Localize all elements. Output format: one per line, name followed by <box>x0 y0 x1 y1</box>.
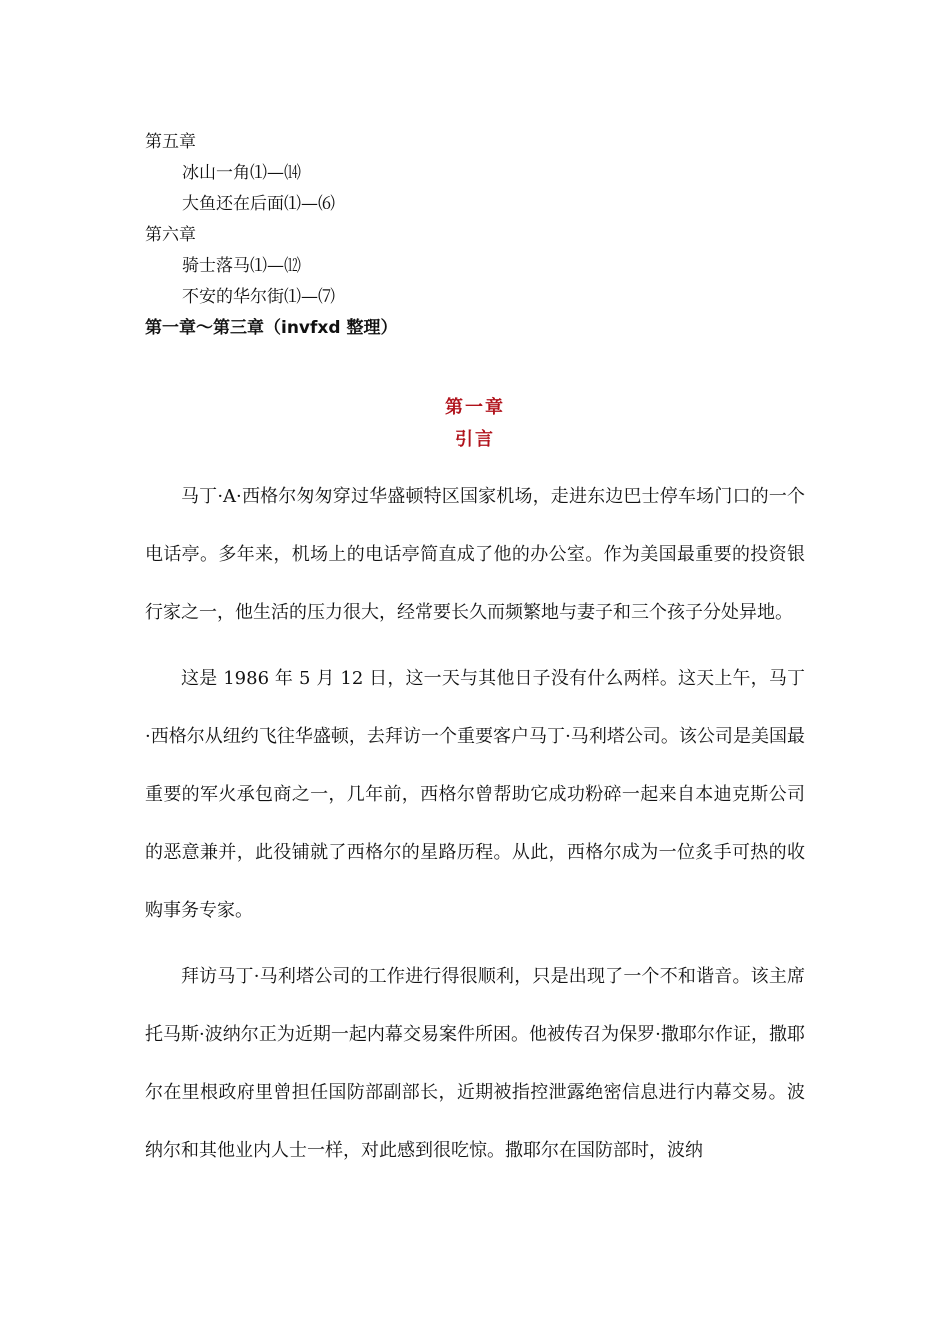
paragraph: 拜访马丁·马利塔公司的工作进行得很顺利，只是出现了一个不和谐音。该主席托马斯·波纳尔正为近期一起内幕交易案件所困。他被传召为保罗·撒耶尔作证，撒耶尔在里根政府里曾担任国防部副部长，近期被指控泄露绝密信息进行内幕交易。波纳尔和其他业内人士一样，对此感到很吃惊。撒耶尔在国防部时，波纳 <box>145 966 805 1161</box>
toc-credit-line: 第一章～第三章（invfxd 整理） <box>145 318 398 338</box>
paragraph: 马丁·A·西格尔匆匆穿过华盛顿特区国家机场，走进东边巴士停车场门口的一个电话亭。多年来，机场上的电话亭简直成了他的办公室。作为美国最重要的投资银行家之一，他生活的压力很大，经常要长久而频繁地与妻子和三个孩子分处异地。 <box>145 486 805 623</box>
body-text <box>145 468 805 1188</box>
chapter-heading: 第一章 <box>445 397 505 418</box>
toc-entry: 不安的华尔街⑴—⑺ <box>182 287 335 307</box>
toc-chapter-6: 第六章 <box>145 225 196 245</box>
toc-entry: 大鱼还在后面⑴—⑹ <box>182 194 335 214</box>
table-of-contents <box>145 127 845 344</box>
toc-entry: 冰山一角⑴—⒁ <box>182 163 301 183</box>
section-heading: 引言 <box>455 429 495 450</box>
paragraph: 这是 1986 年 5 月 12 日，这一天与其他日子没有什么两样。这天上午，马丁·西格尔从纽约飞往华盛顿，去拜访一个重要客户马丁·马利塔公司。该公司是美国最重要的军火承包商之一，几年前，西格尔曾帮助它成功粉碎一起来自本迪克斯公司的恶意兼并，此役铺就了西格尔的星路历程。从此，西格尔成为一位炙手可热的收购事务专家。 <box>145 668 805 921</box>
toc-entry: 骑士落马⑴—⑿ <box>182 256 301 276</box>
toc-chapter-5: 第五章 <box>145 132 196 152</box>
